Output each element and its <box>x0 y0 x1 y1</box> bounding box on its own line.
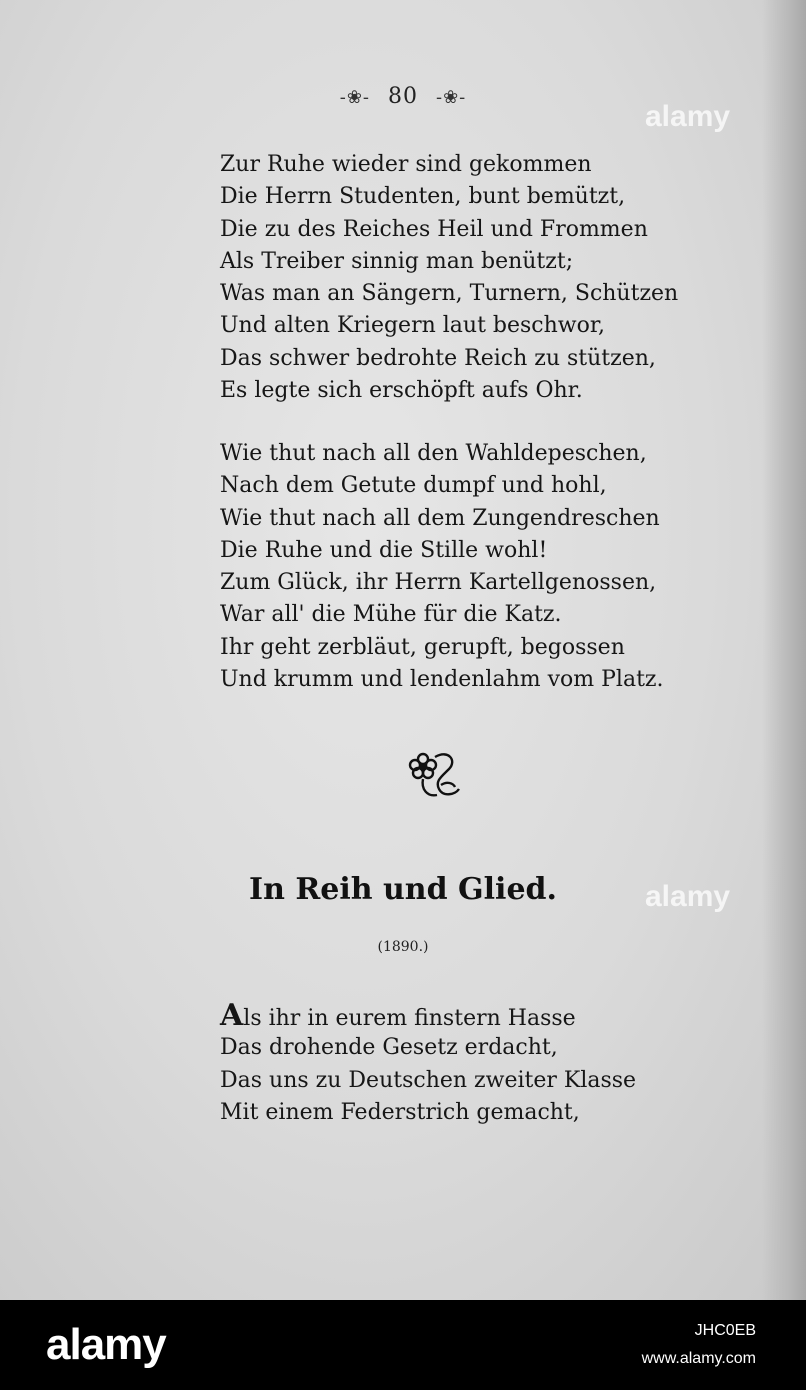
image-id: JHC0EB <box>694 1322 756 1339</box>
verse-line: Das uns zu Deutschen zweiter Klasse <box>220 1067 637 1093</box>
verse-line: Die Ruhe und die Stille wohl! <box>220 537 548 563</box>
verse-line: Ihr geht zerbläut, gerupft, begossen <box>220 634 625 660</box>
stanza-1 <box>220 149 740 407</box>
verse-line-first-rest: ls ihr in eurem finstern Hasse <box>243 1006 576 1031</box>
verse-line: Wie thut nach all dem Zungendreschen <box>220 505 660 531</box>
verse-line: Als Treiber sinnig man benützt; <box>220 248 574 274</box>
drop-cap: A <box>220 998 244 1033</box>
verse-line: Zum Glück, ihr Herrn Kartellgenossen, <box>220 570 657 596</box>
stanza-3 <box>220 1000 740 1129</box>
verse-line: Zur Ruhe wieder sind gekommen <box>220 152 592 177</box>
alamy-logo: alamy <box>46 1320 166 1369</box>
flower-vignette-icon <box>405 745 465 805</box>
verse-line: Und alten Kriegern laut beschwor, <box>220 313 605 339</box>
watermark: alamy <box>645 100 731 133</box>
page-number: 80 <box>388 84 418 109</box>
poem-year: (1890.) <box>377 939 429 955</box>
stock-footer <box>0 1300 806 1390</box>
verse-line: Wie thut nach all den Wahldepeschen, <box>220 441 647 466</box>
verse-line: Das drohende Gesetz erdacht, <box>220 1035 558 1061</box>
verse-line: Das schwer bedrohte Reich zu stützen, <box>220 345 656 371</box>
poem-title: In Reih und Glied. <box>249 872 557 907</box>
verse-line: Nach dem Getute dumpf und hohl, <box>220 473 607 499</box>
ornament-right-icon: -❀- <box>436 87 467 108</box>
verse-line: Es legte sich erschöpft aufs Ohr. <box>220 378 583 404</box>
page-edge-shadow <box>762 0 806 1300</box>
stanza-2 <box>220 438 740 696</box>
verse-line: Mit einem Federstrich gemacht, <box>220 1099 580 1125</box>
verse-line: War all' die Mühe für die Katz. <box>220 602 562 628</box>
ornament-left-icon: -❀- <box>339 87 370 108</box>
verse-line: Die Herrn Studenten, bunt bemützt, <box>220 184 626 210</box>
verse-line-first <box>220 1000 740 1032</box>
verse-line: Und krumm und lendenlahm vom Platz. <box>220 667 664 693</box>
verse-line: Was man an Sängern, Turnern, Schützen <box>220 281 679 307</box>
site-url: www.alamy.com <box>641 1350 756 1367</box>
watermark: alamy <box>645 880 731 913</box>
verse-line: Die zu des Reiches Heil und Frommen <box>220 216 648 242</box>
